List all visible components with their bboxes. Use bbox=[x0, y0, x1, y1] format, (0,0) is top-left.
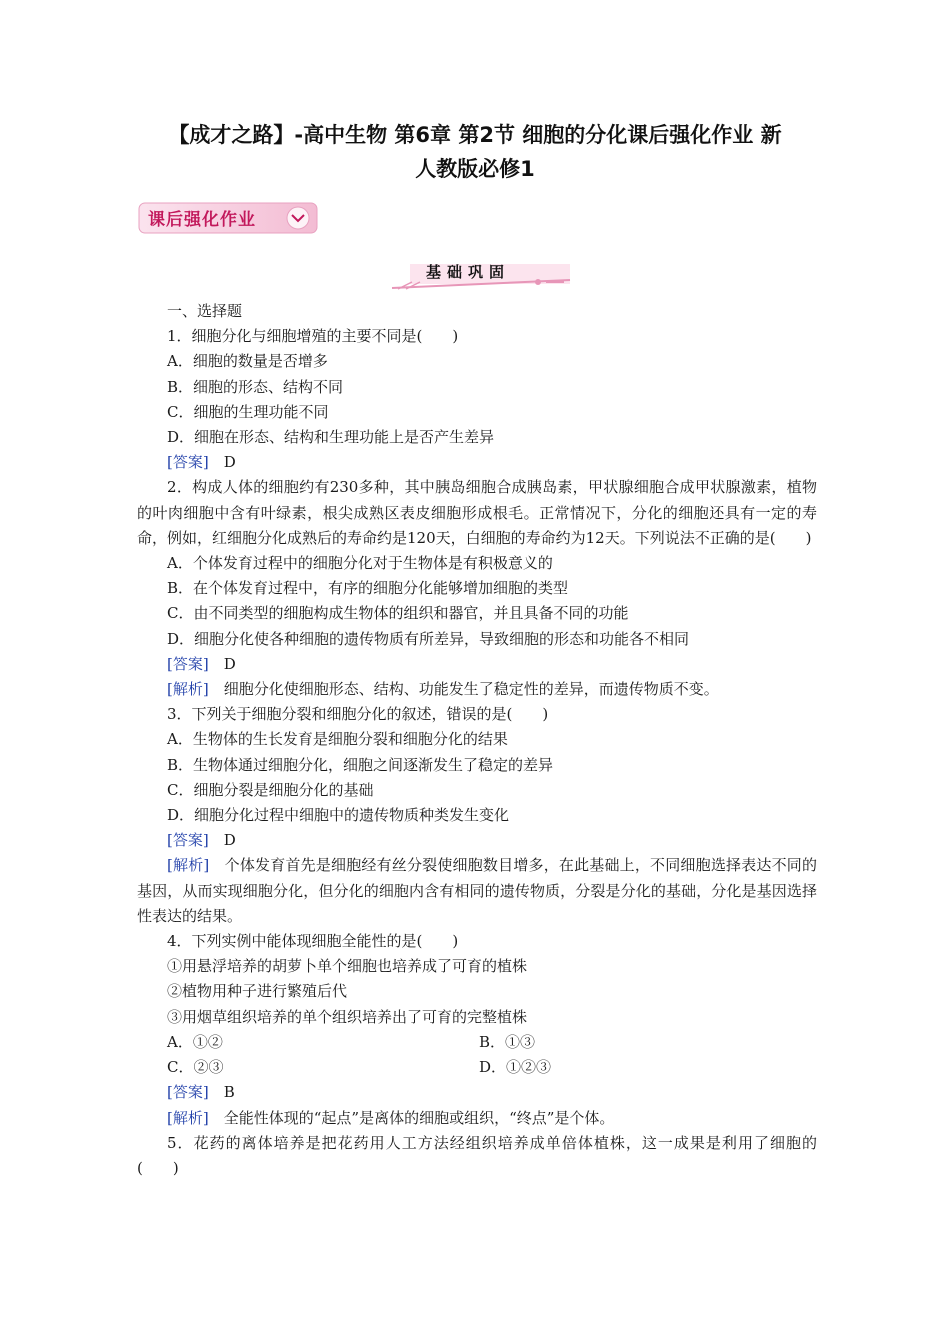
part-heading: 一、选择题 bbox=[167, 302, 243, 320]
option-row bbox=[137, 1055, 817, 1080]
answer-tag: [答案] bbox=[167, 831, 209, 850]
answer-line bbox=[137, 450, 817, 475]
title-line-2: 人教版必修1 bbox=[415, 157, 535, 181]
homework-banner bbox=[138, 200, 320, 236]
option-b: B．在个体发育过程中，有序的细胞分化能够增加细胞的类型 bbox=[167, 579, 569, 598]
option-row bbox=[137, 1030, 817, 1055]
analysis-tag: [解析] bbox=[167, 680, 209, 699]
analysis-tag: [解析] bbox=[167, 856, 210, 875]
option-c: C．由不同类型的细胞构成生物体的组织和器官，并且具备不同的功能 bbox=[167, 604, 629, 623]
option-c: C．②③ bbox=[167, 1058, 224, 1077]
analysis-text: 细胞分化使细胞形态、结构、功能发生了稳定性的差异，而遗传物质不变。 bbox=[223, 680, 719, 699]
analysis-tag: [解析] bbox=[167, 1108, 209, 1127]
option-a: A．细胞的数量是否增多 bbox=[167, 352, 328, 371]
option-b: B．①③ bbox=[479, 1032, 536, 1051]
option-a: A．个体发育过程中的细胞分化对于生物体是有积极意义的 bbox=[167, 554, 553, 573]
question-stem: 5．花药的离体培养是把花药用人工方法经组织培养成单倍体植株，这一成果是利用了细胞的( ) bbox=[137, 1133, 817, 1177]
answer-value: B bbox=[223, 1083, 235, 1102]
statement-1: ①用悬浮培养的胡萝卜单个细胞也培养成了可育的植株 bbox=[167, 957, 528, 976]
statement-3: ③用烟草组织培养的单个组织培养出了可育的完整植株 bbox=[167, 1007, 528, 1026]
question-stem: 4．下列实例中能体现细胞全能性的是( ) bbox=[167, 932, 459, 951]
answer-line bbox=[137, 652, 817, 677]
section-label: 基础巩固 bbox=[426, 263, 511, 281]
question-stem: 2．构成人体的细胞约有230多种，其中胰岛细胞合成胰岛素，甲状腺细胞合成甲状腺激素，植物的叶肉细胞中含有叶绿素，根尖成熟区表皮细胞形成根毛。正常情况下，分化的细胞还具有一定的寿命，例如，红细胞分化成熟后的寿命约是120天，白细胞的寿命约为12天。下列说法不正确的是( ) bbox=[137, 478, 817, 547]
answer-value: D bbox=[223, 654, 236, 673]
analysis-line bbox=[137, 1106, 817, 1131]
answer-tag: [答案] bbox=[167, 654, 209, 673]
option-a: A．①② bbox=[167, 1032, 223, 1051]
answer-tag: [答案] bbox=[167, 1083, 209, 1102]
document-title bbox=[120, 118, 830, 186]
statement-2: ②植物用种子进行繁殖后代 bbox=[167, 982, 348, 1001]
question-list bbox=[137, 299, 817, 1181]
question-stem: 1．细胞分化与细胞增殖的主要不同是( ) bbox=[167, 327, 459, 346]
option-d: D．细胞在形态、结构和生理功能上是否产生差异 bbox=[167, 428, 495, 447]
option-c: C．细胞的生理功能不同 bbox=[167, 402, 329, 421]
answer-tag: [答案] bbox=[167, 453, 209, 472]
question-2 bbox=[137, 475, 817, 702]
section-heading bbox=[388, 258, 578, 292]
question-stem: 3．下列关于细胞分裂和细胞分化的叙述，错误的是( ) bbox=[167, 705, 549, 724]
answer-line bbox=[137, 828, 817, 853]
analysis-text: 全能性体现的“起点”是离体的细胞或组织，“终点”是个体。 bbox=[223, 1108, 615, 1127]
question-3 bbox=[137, 702, 817, 929]
option-b: B．细胞的形态、结构不同 bbox=[167, 377, 344, 396]
question-5 bbox=[137, 1131, 817, 1181]
option-d: D．①②③ bbox=[479, 1058, 552, 1077]
banner-label: 课后强化作业 bbox=[148, 210, 256, 230]
analysis-line bbox=[137, 853, 817, 929]
analysis-line bbox=[137, 677, 817, 702]
question-1 bbox=[137, 324, 817, 475]
option-d: D．细胞分化过程中细胞中的遗传物质种类发生变化 bbox=[167, 806, 510, 825]
answer-value: D bbox=[223, 831, 236, 850]
option-a: A．生物体的生长发育是细胞分裂和细胞分化的结果 bbox=[167, 730, 508, 749]
answer-value: D bbox=[223, 453, 236, 472]
question-4 bbox=[137, 929, 817, 1131]
option-b: B．生物体通过细胞分化，细胞之间逐渐发生了稳定的差异 bbox=[167, 755, 554, 774]
option-d: D．细胞分化使各种细胞的遗传物质有所差异，导致细胞的形态和功能各不相同 bbox=[167, 629, 690, 648]
analysis-text: 个体发育首先是细胞经有丝分裂使细胞数目增多，在此基础上，不同细胞选择表达不同的基因，从而实现细胞分化，但分化的细胞内含有相同的遗传物质，分裂是分化的基础，分化是基因选择性表达的结果。 bbox=[137, 856, 817, 925]
title-line-1: 【成才之路】-高中生物 第6章 第2节 细胞的分化课后强化作业 新 bbox=[168, 123, 782, 147]
answer-line bbox=[137, 1080, 817, 1105]
option-c: C．细胞分裂是细胞分化的基础 bbox=[167, 780, 374, 799]
